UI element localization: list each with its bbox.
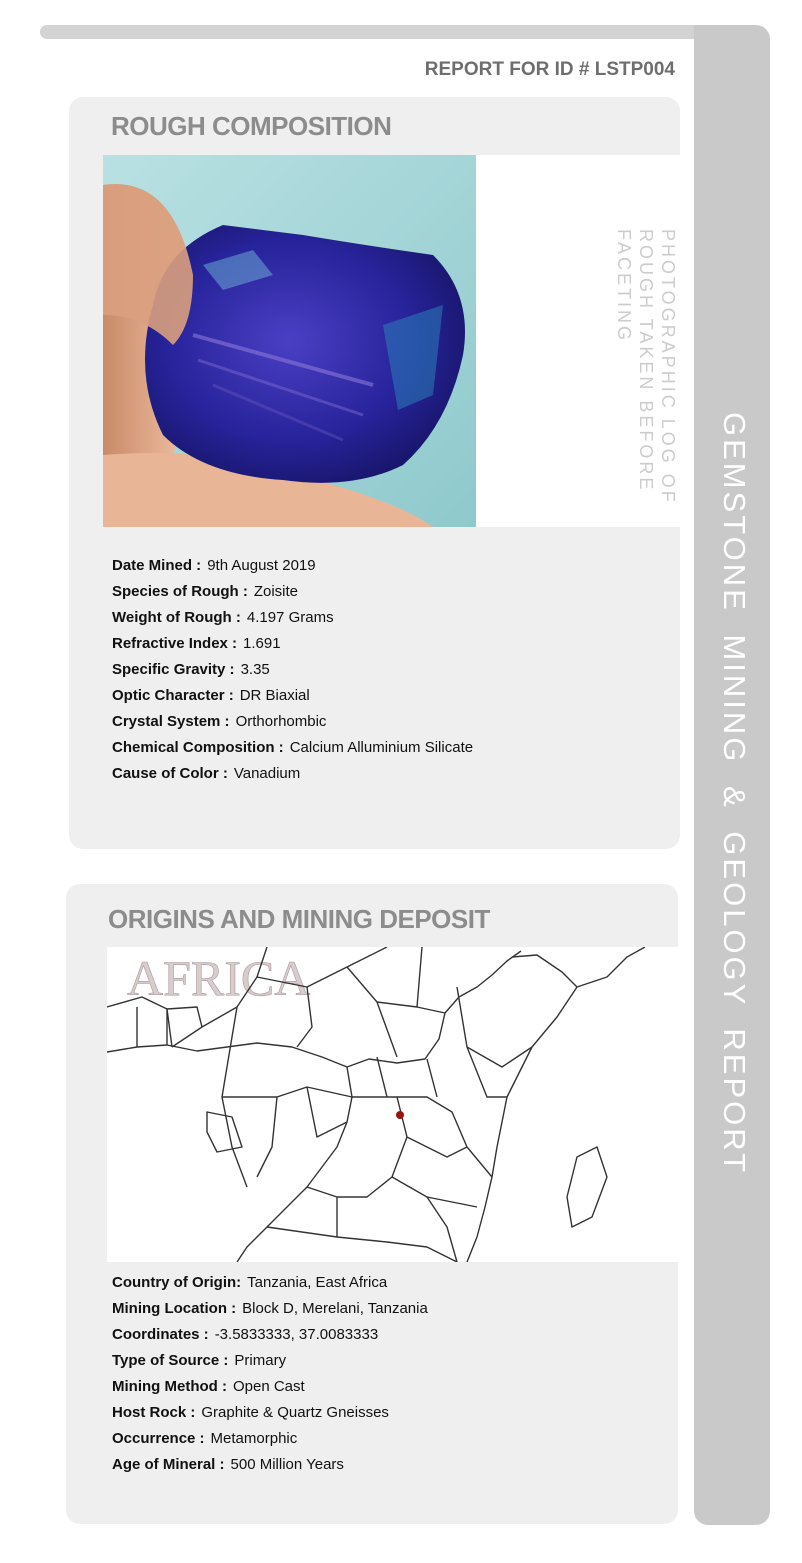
spec-specific-gravity bbox=[112, 661, 473, 687]
spec-value: Orthorhombic bbox=[235, 713, 327, 730]
top-rule-bar bbox=[40, 25, 740, 39]
spec-label: Cause of Color : bbox=[112, 765, 228, 782]
spec-mining-method bbox=[112, 1378, 428, 1404]
photo-area bbox=[103, 155, 680, 527]
spec-value: 4.197 Grams bbox=[246, 609, 334, 626]
rough-composition-title: ROUGH COMPOSITION bbox=[111, 111, 392, 141]
spec-value: Calcium Alluminium Silicate bbox=[289, 739, 474, 756]
spec-crystal-system bbox=[112, 713, 473, 739]
spec-label: Mining Method : bbox=[112, 1378, 227, 1395]
spec-age-of-mineral bbox=[112, 1456, 428, 1482]
africa-map bbox=[107, 947, 678, 1262]
spec-label: Age of Mineral : bbox=[112, 1456, 225, 1473]
spec-label: Chemical Composition : bbox=[112, 739, 284, 756]
rough-specs-list bbox=[112, 557, 473, 791]
spec-value: 500 Million Years bbox=[230, 1456, 344, 1473]
spec-value: Primary bbox=[234, 1352, 287, 1369]
spec-date-mined bbox=[112, 557, 473, 583]
spec-label: Host Rock : bbox=[112, 1404, 196, 1421]
spec-value: Zoisite bbox=[253, 583, 299, 600]
spec-label: Refractive Index : bbox=[112, 635, 238, 652]
rough-composition-panel bbox=[69, 97, 680, 849]
spec-value: Open Cast bbox=[232, 1378, 305, 1395]
spec-value: DR Biaxial bbox=[239, 687, 310, 704]
spec-label: Occurrence : bbox=[112, 1430, 205, 1447]
spec-label: Country of Origin: bbox=[112, 1274, 242, 1291]
spec-coordinates bbox=[112, 1326, 428, 1352]
spec-label: Mining Location : bbox=[112, 1300, 237, 1317]
spec-value: Tanzania, East Africa bbox=[247, 1274, 388, 1291]
spec-mining-location bbox=[112, 1300, 428, 1326]
spec-value: 3.35 bbox=[240, 661, 270, 678]
report-side-title: GEMSTONE MINING & GEOLOGY REPORT bbox=[717, 412, 752, 1176]
spec-value: 9th August 2019 bbox=[207, 557, 316, 574]
spec-refractive-index bbox=[112, 635, 473, 661]
spec-optic-character bbox=[112, 687, 473, 713]
spec-host-rock bbox=[112, 1404, 428, 1430]
origins-panel bbox=[66, 884, 678, 1524]
spec-chemical-composition bbox=[112, 739, 473, 765]
spec-species bbox=[112, 583, 473, 609]
spec-weight bbox=[112, 609, 473, 635]
photo-caption: PHOTOGRAPHIC LOG OF ROUGH TAKEN BEFORE FACETING bbox=[614, 229, 678, 505]
spec-country-of-origin bbox=[112, 1274, 428, 1300]
spec-label: Species of Rough : bbox=[112, 583, 248, 600]
spec-value: Graphite & Quartz Gneisses bbox=[201, 1404, 389, 1421]
spec-label: Weight of Rough : bbox=[112, 609, 241, 626]
origins-title: ORIGINS AND MINING DEPOSIT bbox=[108, 904, 490, 934]
spec-cause-of-color bbox=[112, 765, 473, 791]
spec-value: Vanadium bbox=[233, 765, 301, 782]
spec-label: Optic Character : bbox=[112, 687, 234, 704]
spec-value: -3.5833333, 37.0083333 bbox=[214, 1326, 379, 1343]
spec-value: Metamorphic bbox=[210, 1430, 298, 1447]
spec-occurrence bbox=[112, 1430, 428, 1456]
spec-value: Block D, Merelani, Tanzania bbox=[242, 1300, 428, 1317]
rough-gemstone-photo bbox=[103, 155, 476, 527]
spec-type-of-source bbox=[112, 1352, 428, 1378]
mine-location-marker bbox=[396, 1111, 404, 1119]
spec-label: Type of Source : bbox=[112, 1352, 229, 1369]
spec-label: Crystal System : bbox=[112, 713, 230, 730]
spec-label: Coordinates : bbox=[112, 1326, 209, 1343]
spec-value: 1.691 bbox=[243, 635, 281, 652]
spec-label: Specific Gravity : bbox=[112, 661, 235, 678]
origins-specs-list bbox=[112, 1274, 428, 1482]
spec-label: Date Mined : bbox=[112, 557, 202, 574]
map-label-africa: AFRICA bbox=[127, 950, 311, 1006]
report-id: REPORT FOR ID # LSTP004 bbox=[424, 59, 675, 80]
